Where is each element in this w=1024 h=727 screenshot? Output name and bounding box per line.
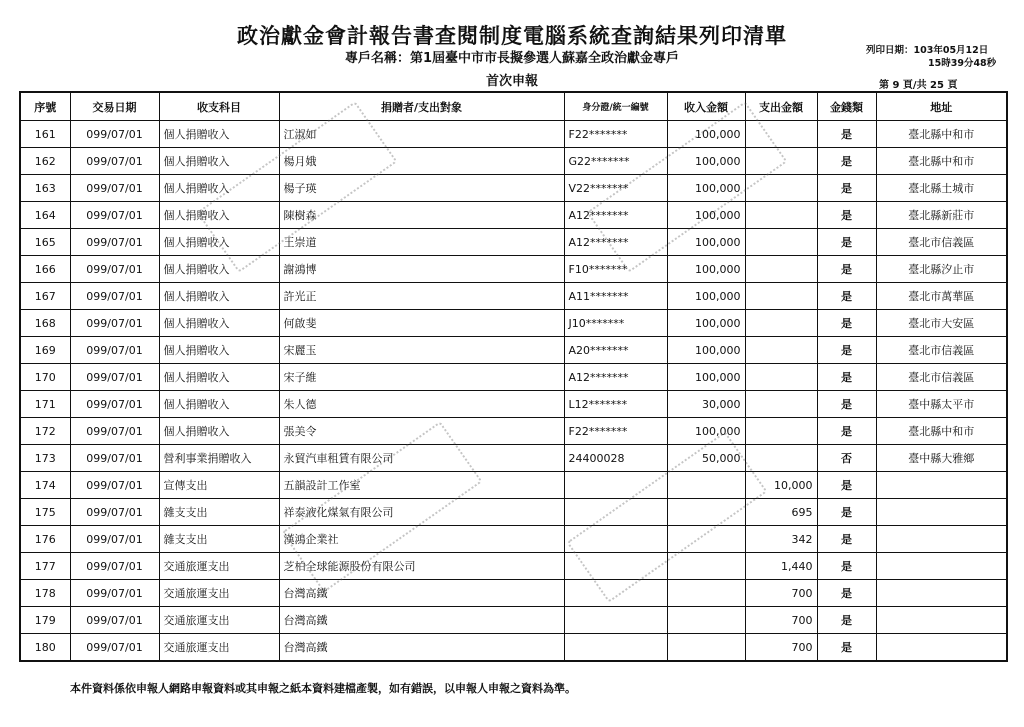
row-date: 099/07/01 — [70, 148, 159, 175]
row-no: 172 — [20, 418, 70, 445]
row-address — [876, 526, 1007, 553]
table-row — [20, 121, 1007, 148]
col-header-category: 收支科目 — [159, 92, 279, 121]
row-income: 100,000 — [667, 364, 745, 391]
row-no: 173 — [20, 445, 70, 472]
table-header-row — [20, 92, 1007, 121]
row-cash: 否 — [817, 445, 876, 472]
row-no: 178 — [20, 580, 70, 607]
row-category: 個人捐贈收入 — [159, 418, 279, 445]
row-date: 099/07/01 — [70, 607, 159, 634]
row-id — [564, 607, 667, 634]
row-date: 099/07/01 — [70, 364, 159, 391]
row-expense — [745, 364, 817, 391]
row-expense: 700 — [745, 580, 817, 607]
row-id: V22******* — [564, 175, 667, 202]
row-income — [667, 580, 745, 607]
row-id: F22******* — [564, 121, 667, 148]
table-row — [20, 364, 1007, 391]
row-party: 台灣高鐵 — [279, 634, 564, 662]
row-date: 099/07/01 — [70, 634, 159, 662]
row-no: 167 — [20, 283, 70, 310]
row-party: 陳樹森 — [279, 202, 564, 229]
row-no: 162 — [20, 148, 70, 175]
row-id: A12******* — [564, 202, 667, 229]
row-expense: 1,440 — [745, 553, 817, 580]
row-party: 許光正 — [279, 283, 564, 310]
row-cash: 是 — [817, 121, 876, 148]
row-expense — [745, 256, 817, 283]
table-row — [20, 580, 1007, 607]
row-cash: 是 — [817, 310, 876, 337]
row-cash: 是 — [817, 283, 876, 310]
row-party: 台灣高鐵 — [279, 607, 564, 634]
row-category: 個人捐贈收入 — [159, 175, 279, 202]
row-expense — [745, 418, 817, 445]
row-income: 100,000 — [667, 175, 745, 202]
row-address — [876, 580, 1007, 607]
print-time: 15時39分48秒 — [928, 58, 997, 69]
row-address: 臺北縣土城市 — [876, 175, 1007, 202]
row-no: 161 — [20, 121, 70, 148]
row-expense — [745, 202, 817, 229]
row-address: 臺北市信義區 — [876, 229, 1007, 256]
row-income — [667, 499, 745, 526]
row-party: 宋子維 — [279, 364, 564, 391]
row-category: 個人捐贈收入 — [159, 229, 279, 256]
print-date: 列印日期：103年05月12日 — [866, 45, 989, 56]
row-no: 176 — [20, 526, 70, 553]
row-category: 交通旅運支出 — [159, 634, 279, 662]
row-date: 099/07/01 — [70, 499, 159, 526]
table-row — [20, 202, 1007, 229]
row-id: L12******* — [564, 391, 667, 418]
row-no: 177 — [20, 553, 70, 580]
row-cash: 是 — [817, 229, 876, 256]
row-id — [564, 553, 667, 580]
row-cash: 是 — [817, 175, 876, 202]
row-date: 099/07/01 — [70, 445, 159, 472]
row-address: 臺北縣新莊市 — [876, 202, 1007, 229]
row-category: 個人捐贈收入 — [159, 391, 279, 418]
table-row — [20, 148, 1007, 175]
row-cash: 是 — [817, 148, 876, 175]
page-number: 第 9 頁/共 25 頁 — [879, 80, 958, 91]
row-party: 楊子瑛 — [279, 175, 564, 202]
row-address: 臺北縣中和市 — [876, 121, 1007, 148]
row-id — [564, 580, 667, 607]
row-date: 099/07/01 — [70, 337, 159, 364]
row-address — [876, 607, 1007, 634]
row-expense: 342 — [745, 526, 817, 553]
row-income: 50,000 — [667, 445, 745, 472]
row-income — [667, 634, 745, 662]
row-id: G22******* — [564, 148, 667, 175]
row-expense: 695 — [745, 499, 817, 526]
row-no: 164 — [20, 202, 70, 229]
row-no: 168 — [20, 310, 70, 337]
row-income — [667, 553, 745, 580]
row-party: 王崇道 — [279, 229, 564, 256]
row-id: F22******* — [564, 418, 667, 445]
table-row — [20, 499, 1007, 526]
row-address: 臺中縣太平市 — [876, 391, 1007, 418]
col-header-no: 序號 — [20, 92, 70, 121]
row-income: 100,000 — [667, 418, 745, 445]
col-header-address: 地址 — [876, 92, 1007, 121]
row-id: A12******* — [564, 229, 667, 256]
row-party: 台灣高鐵 — [279, 580, 564, 607]
row-no: 165 — [20, 229, 70, 256]
row-no: 163 — [20, 175, 70, 202]
row-category: 個人捐贈收入 — [159, 121, 279, 148]
row-party: 楊月娥 — [279, 148, 564, 175]
table-row — [20, 472, 1007, 499]
row-address: 臺北縣中和市 — [876, 418, 1007, 445]
row-no: 175 — [20, 499, 70, 526]
row-party: 謝鴻博 — [279, 256, 564, 283]
row-expense — [745, 283, 817, 310]
row-expense: 700 — [745, 607, 817, 634]
row-party: 宋麗玉 — [279, 337, 564, 364]
table-row — [20, 229, 1007, 256]
row-expense: 700 — [745, 634, 817, 662]
row-no: 179 — [20, 607, 70, 634]
row-cash: 是 — [817, 202, 876, 229]
row-party: 五韻設計工作室 — [279, 472, 564, 499]
row-party: 祥泰液化煤氣有限公司 — [279, 499, 564, 526]
row-no: 169 — [20, 337, 70, 364]
row-income: 100,000 — [667, 202, 745, 229]
row-expense — [745, 121, 817, 148]
table-row — [20, 418, 1007, 445]
row-category: 個人捐贈收入 — [159, 256, 279, 283]
row-income: 100,000 — [667, 337, 745, 364]
row-category: 交通旅運支出 — [159, 607, 279, 634]
row-expense — [745, 310, 817, 337]
row-address — [876, 634, 1007, 662]
row-id — [564, 634, 667, 662]
row-date: 099/07/01 — [70, 418, 159, 445]
row-cash: 是 — [817, 634, 876, 662]
row-party: 何啟斐 — [279, 310, 564, 337]
col-header-cash: 金錢類 — [817, 92, 876, 121]
row-category: 雜支支出 — [159, 499, 279, 526]
col-header-party: 捐贈者/支出對象 — [279, 92, 564, 121]
row-date: 099/07/01 — [70, 391, 159, 418]
row-expense — [745, 391, 817, 418]
table-row — [20, 256, 1007, 283]
row-income: 100,000 — [667, 256, 745, 283]
row-address — [876, 472, 1007, 499]
col-header-income: 收入金額 — [667, 92, 745, 121]
row-party: 張美令 — [279, 418, 564, 445]
row-date: 099/07/01 — [70, 256, 159, 283]
table-row — [20, 391, 1007, 418]
row-expense: 10,000 — [745, 472, 817, 499]
row-address — [876, 553, 1007, 580]
row-id — [564, 472, 667, 499]
row-id — [564, 499, 667, 526]
row-date: 099/07/01 — [70, 283, 159, 310]
table-row — [20, 175, 1007, 202]
row-income: 100,000 — [667, 148, 745, 175]
row-income — [667, 472, 745, 499]
row-category: 個人捐贈收入 — [159, 283, 279, 310]
row-date: 099/07/01 — [70, 310, 159, 337]
row-cash: 是 — [817, 472, 876, 499]
row-date: 099/07/01 — [70, 202, 159, 229]
print-datetime — [866, 44, 996, 70]
row-party: 漢鴻企業社 — [279, 526, 564, 553]
row-party: 江淑如 — [279, 121, 564, 148]
row-address — [876, 499, 1007, 526]
row-category: 營利事業捐贈收入 — [159, 445, 279, 472]
row-income — [667, 607, 745, 634]
row-expense — [745, 445, 817, 472]
table-row — [20, 607, 1007, 634]
table-row — [20, 310, 1007, 337]
row-address: 臺中縣大雅鄉 — [876, 445, 1007, 472]
row-id: A11******* — [564, 283, 667, 310]
row-date: 099/07/01 — [70, 175, 159, 202]
row-category: 交通旅運支出 — [159, 580, 279, 607]
row-category: 交通旅運支出 — [159, 553, 279, 580]
row-income: 30,000 — [667, 391, 745, 418]
table-row — [20, 526, 1007, 553]
report-type: 首次申報 — [485, 74, 538, 89]
table-row — [20, 337, 1007, 364]
row-no: 180 — [20, 634, 70, 662]
row-address: 臺北市萬華區 — [876, 283, 1007, 310]
row-cash: 是 — [817, 499, 876, 526]
table-row — [20, 634, 1007, 662]
row-address: 臺北縣汐止市 — [876, 256, 1007, 283]
row-id: A12******* — [564, 364, 667, 391]
row-date: 099/07/01 — [70, 580, 159, 607]
row-income: 100,000 — [667, 229, 745, 256]
row-id: F10******* — [564, 256, 667, 283]
row-id: 24400028 — [564, 445, 667, 472]
row-date: 099/07/01 — [70, 526, 159, 553]
row-party: 朱人德 — [279, 391, 564, 418]
row-expense — [745, 229, 817, 256]
table-body — [20, 121, 1007, 662]
row-category: 宣傳支出 — [159, 472, 279, 499]
row-category: 個人捐贈收入 — [159, 310, 279, 337]
row-no: 166 — [20, 256, 70, 283]
row-expense — [745, 175, 817, 202]
table-row — [20, 283, 1007, 310]
row-expense — [745, 148, 817, 175]
row-date: 099/07/01 — [70, 121, 159, 148]
report-title: 政治獻金會計報告書查閱制度電腦系統查詢結果列印清單 — [237, 24, 787, 48]
row-id — [564, 526, 667, 553]
transactions-table — [19, 91, 1008, 662]
row-party: 芝柏全球能源股份有限公司 — [279, 553, 564, 580]
row-cash: 是 — [817, 418, 876, 445]
row-category: 個人捐贈收入 — [159, 337, 279, 364]
row-address: 臺北市信義區 — [876, 337, 1007, 364]
row-date: 099/07/01 — [70, 472, 159, 499]
table-row — [20, 445, 1007, 472]
row-cash: 是 — [817, 391, 876, 418]
row-income: 100,000 — [667, 310, 745, 337]
row-no: 171 — [20, 391, 70, 418]
col-header-date: 交易日期 — [70, 92, 159, 121]
row-cash: 是 — [817, 553, 876, 580]
row-income: 100,000 — [667, 283, 745, 310]
account-name: 專戶名稱：第1屆臺中市市長擬參選人蘇嘉全政治獻金專戶 — [344, 51, 680, 66]
row-no: 174 — [20, 472, 70, 499]
row-cash: 是 — [817, 607, 876, 634]
row-no: 170 — [20, 364, 70, 391]
row-income — [667, 526, 745, 553]
row-expense — [745, 337, 817, 364]
row-cash: 是 — [817, 364, 876, 391]
row-cash: 是 — [817, 526, 876, 553]
row-party: 永貿汽車租賃有限公司 — [279, 445, 564, 472]
row-cash: 是 — [817, 256, 876, 283]
col-header-expense: 支出金額 — [745, 92, 817, 121]
row-address: 臺北縣中和市 — [876, 148, 1007, 175]
col-header-id: 身分證/統一編號 — [564, 92, 667, 121]
row-id: J10******* — [564, 310, 667, 337]
row-category: 雜支支出 — [159, 526, 279, 553]
row-cash: 是 — [817, 580, 876, 607]
row-date: 099/07/01 — [70, 553, 159, 580]
table-row — [20, 553, 1007, 580]
row-cash: 是 — [817, 337, 876, 364]
row-category: 個人捐贈收入 — [159, 364, 279, 391]
row-address: 臺北市信義區 — [876, 364, 1007, 391]
row-id: A20******* — [564, 337, 667, 364]
row-category: 個人捐贈收入 — [159, 202, 279, 229]
row-address: 臺北市大安區 — [876, 310, 1007, 337]
row-date: 099/07/01 — [70, 229, 159, 256]
row-income: 100,000 — [667, 121, 745, 148]
footer-note: 本件資料係依申報人網路申報資料或其申報之紙本資料建檔產製，如有錯誤，以申報人申報之資料為準。 — [70, 682, 576, 695]
row-category: 個人捐贈收入 — [159, 148, 279, 175]
